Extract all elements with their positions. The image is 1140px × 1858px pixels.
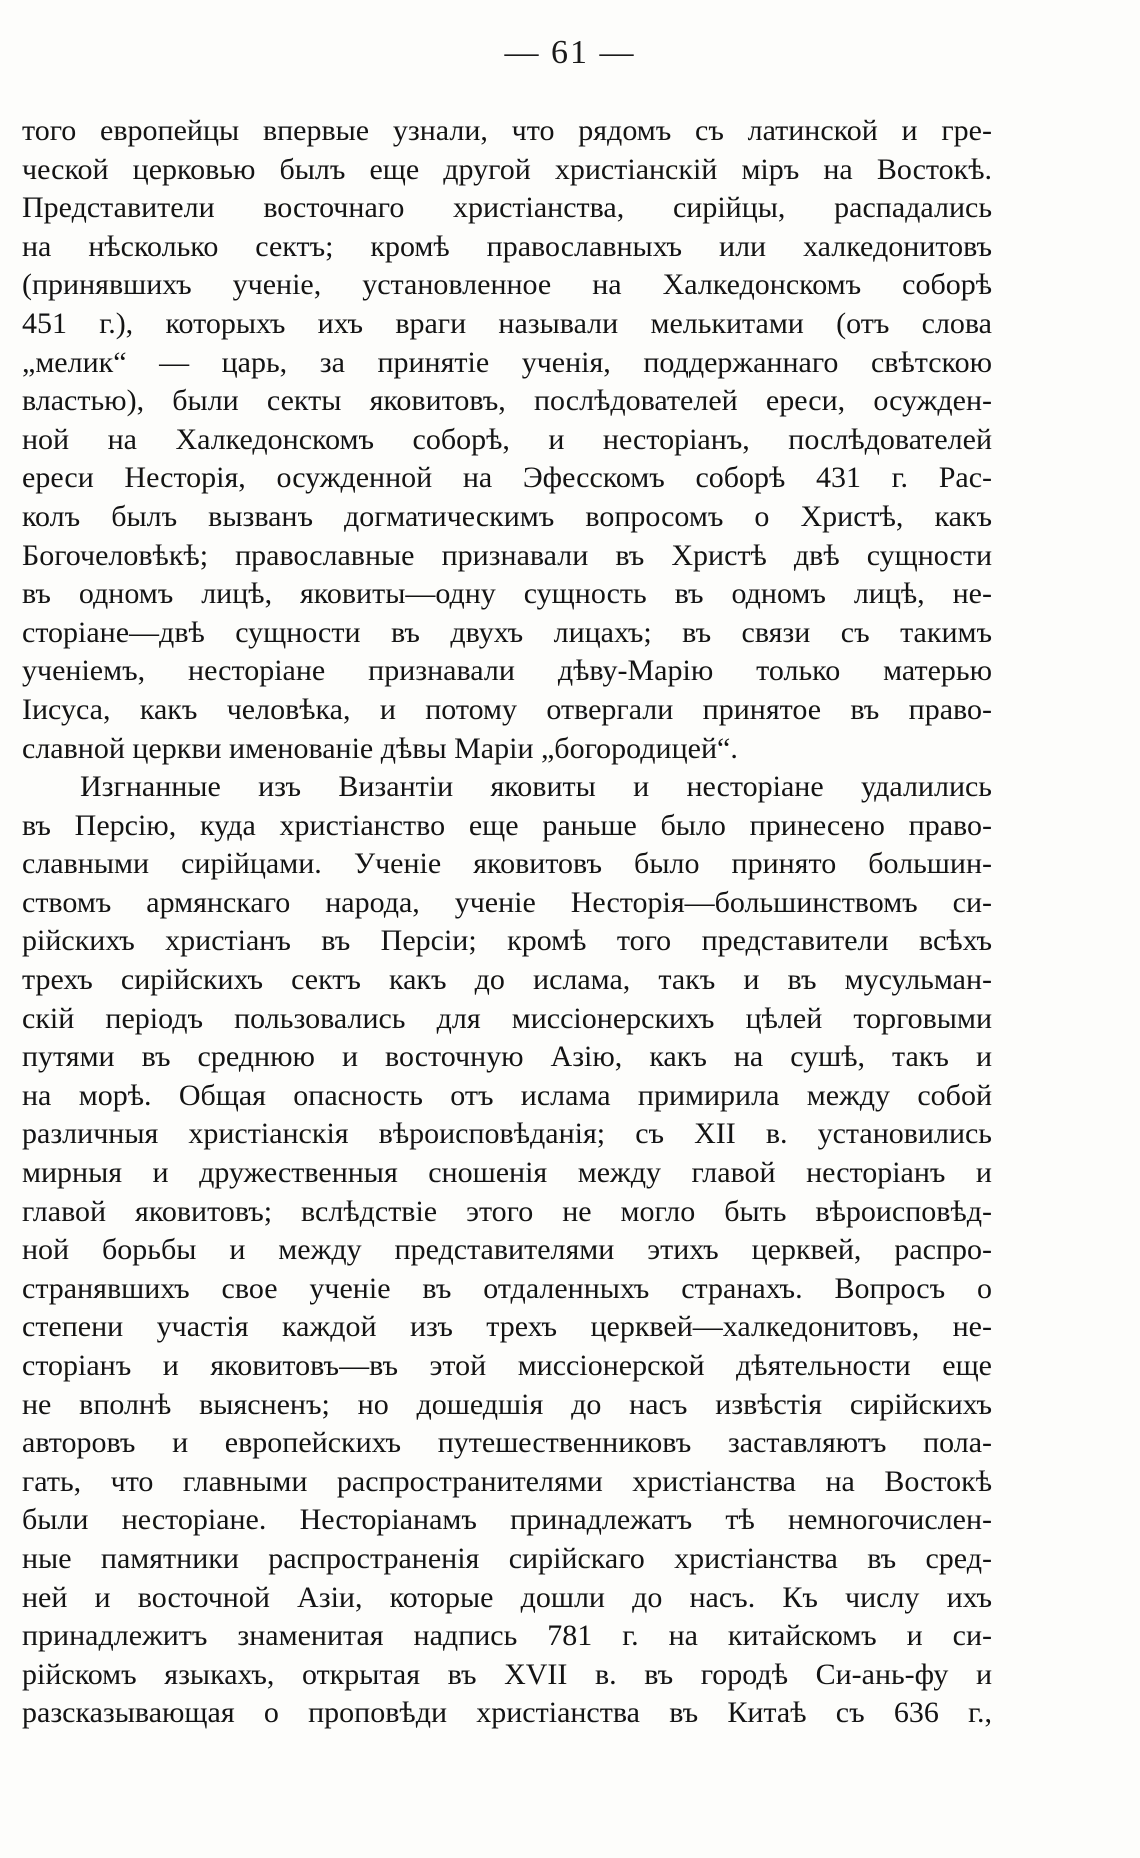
text-line: сторіане—двѣ сущности въ двухъ лицахъ; въ связи съ такимъ [22, 615, 992, 649]
text-line: гать, что главными распространителями христіанства на Востокѣ [22, 1464, 992, 1498]
text-line: сторіанъ и яковитовъ—въ этой миссіонерской дѣятельности еще [22, 1349, 992, 1382]
text-line: ученіемъ, несторіане признавали дѣву-Марію только матерью [22, 654, 992, 688]
text-line: ереси Несторія, осужденной на Эфесскомъ соборѣ 431 г. Рас- [22, 461, 992, 495]
page-number: — 61 — [504, 34, 636, 71]
text-line: славными сирійцами. Ученіе яковитовъ было принято большин- [22, 847, 992, 881]
text-line: (принявшихъ ученіе, установленное на Халкедонскомъ соборѣ [22, 268, 992, 302]
text-line: ней и восточной Азіи, которые дошли до насъ. Къ числу ихъ [22, 1580, 992, 1614]
text-line: скій періодъ пользовались для миссіонерскихъ цѣлей торговыми [22, 1001, 992, 1035]
text-line: рійскихъ христіанъ въ Персіи; кромѣ того представители всѣхъ [22, 924, 992, 958]
text-line: ной на Халкедонскомъ соборѣ, и несторіанъ, послѣдователей [22, 422, 992, 456]
text-line: были несторіане. Несторіанамъ принадлежатъ тѣ немногочислен- [22, 1503, 992, 1537]
paragraph-start-line: Изгнанные изъ Византіи яковиты и несторіане удалились [80, 770, 992, 804]
text-line: авторовъ и европейскихъ путешественниковъ заставляютъ пола- [22, 1426, 992, 1460]
text-line: Богочеловѣкѣ; православные признавали въ Христѣ двѣ сущности [22, 538, 992, 572]
text-line: того европейцы впервые узнали, что рядомъ съ латинской и гре- [22, 114, 992, 147]
text-line: принадлежитъ знаменитая надпись 781 г. на китайскомъ и си- [22, 1619, 992, 1653]
text-line: на нѣсколько сектъ; кромѣ православныхъ или халкедонитовъ [22, 229, 992, 263]
text-line: путями въ среднюю и восточную Азію, какъ на сушѣ, такъ и [22, 1040, 992, 1074]
text-line: 451 г.), которыхъ ихъ враги называли мелькитами (отъ слова [22, 306, 992, 340]
text-line: Представители восточнаго христіанства, сирійцы, распадались [22, 191, 992, 225]
text-line: ческой церковью былъ еще другой христіанскій міръ на Востокѣ. [22, 152, 992, 186]
text-line: мирныя и дружественныя сношенія между главой несторіанъ и [22, 1156, 992, 1190]
text-line: на морѣ. Общая опасность отъ ислама примирила между собой [22, 1078, 992, 1112]
text-line: рійскомъ языкахъ, открытая въ XVII в. въ городѣ Си-ань-фу и [22, 1657, 992, 1691]
text-line: властью), были секты яковитовъ, послѣдователей ереси, осужден- [22, 384, 992, 418]
text-line: главой яковитовъ; вслѣдствіе этого не могло быть вѣроисповѣд- [22, 1194, 992, 1228]
text-line: странявшихъ свое ученіе въ отдаленныхъ странахъ. Вопросъ о [22, 1271, 992, 1305]
text-line: Іисуса, какъ человѣка, и потому отвергали принятое въ право- [22, 692, 992, 726]
text-line: степени участія каждой изъ трехъ церквей—халкедонитовъ, не- [22, 1310, 992, 1344]
text-line: ной борьбы и между представителями этихъ церквей, распро- [22, 1233, 992, 1267]
text-line: въ одномъ лицѣ, яковиты—одну сущность въ одномъ лицѣ, не- [22, 577, 992, 611]
text-line: разсказывающая о проповѣди христіанства въ Китаѣ съ 636 г., [22, 1696, 992, 1730]
body-text [22, 112, 992, 1733]
text-line: „мелик“ — царь, за принятіе ученія, поддержаннаго свѣтскою [22, 345, 992, 379]
text-line: не вполнѣ выясненъ; но дошедшія до насъ извѣстія сирійскихъ [22, 1387, 992, 1421]
text-line: ствомъ армянскаго народа, ученіе Несторія—большинствомъ си- [22, 885, 992, 919]
text-line: въ Персію, куда христіанство еще раньше было принесено право- [22, 808, 992, 842]
text-line: ные памятники распространенія сирійскаго христіанства въ сред- [22, 1541, 992, 1575]
text-line: различныя христіанскія вѣроисповѣданія; съ XII в. установились [22, 1117, 992, 1151]
text-line: трехъ сирійскихъ сектъ какъ до ислама, такъ и въ мусульман- [22, 963, 992, 997]
text-line: колъ былъ вызванъ догматическимъ вопросомъ о Христѣ, какъ [22, 499, 992, 533]
paragraph-end-line: славной церкви именованіе дѣвы Маріи „богородицей“. [22, 731, 738, 765]
